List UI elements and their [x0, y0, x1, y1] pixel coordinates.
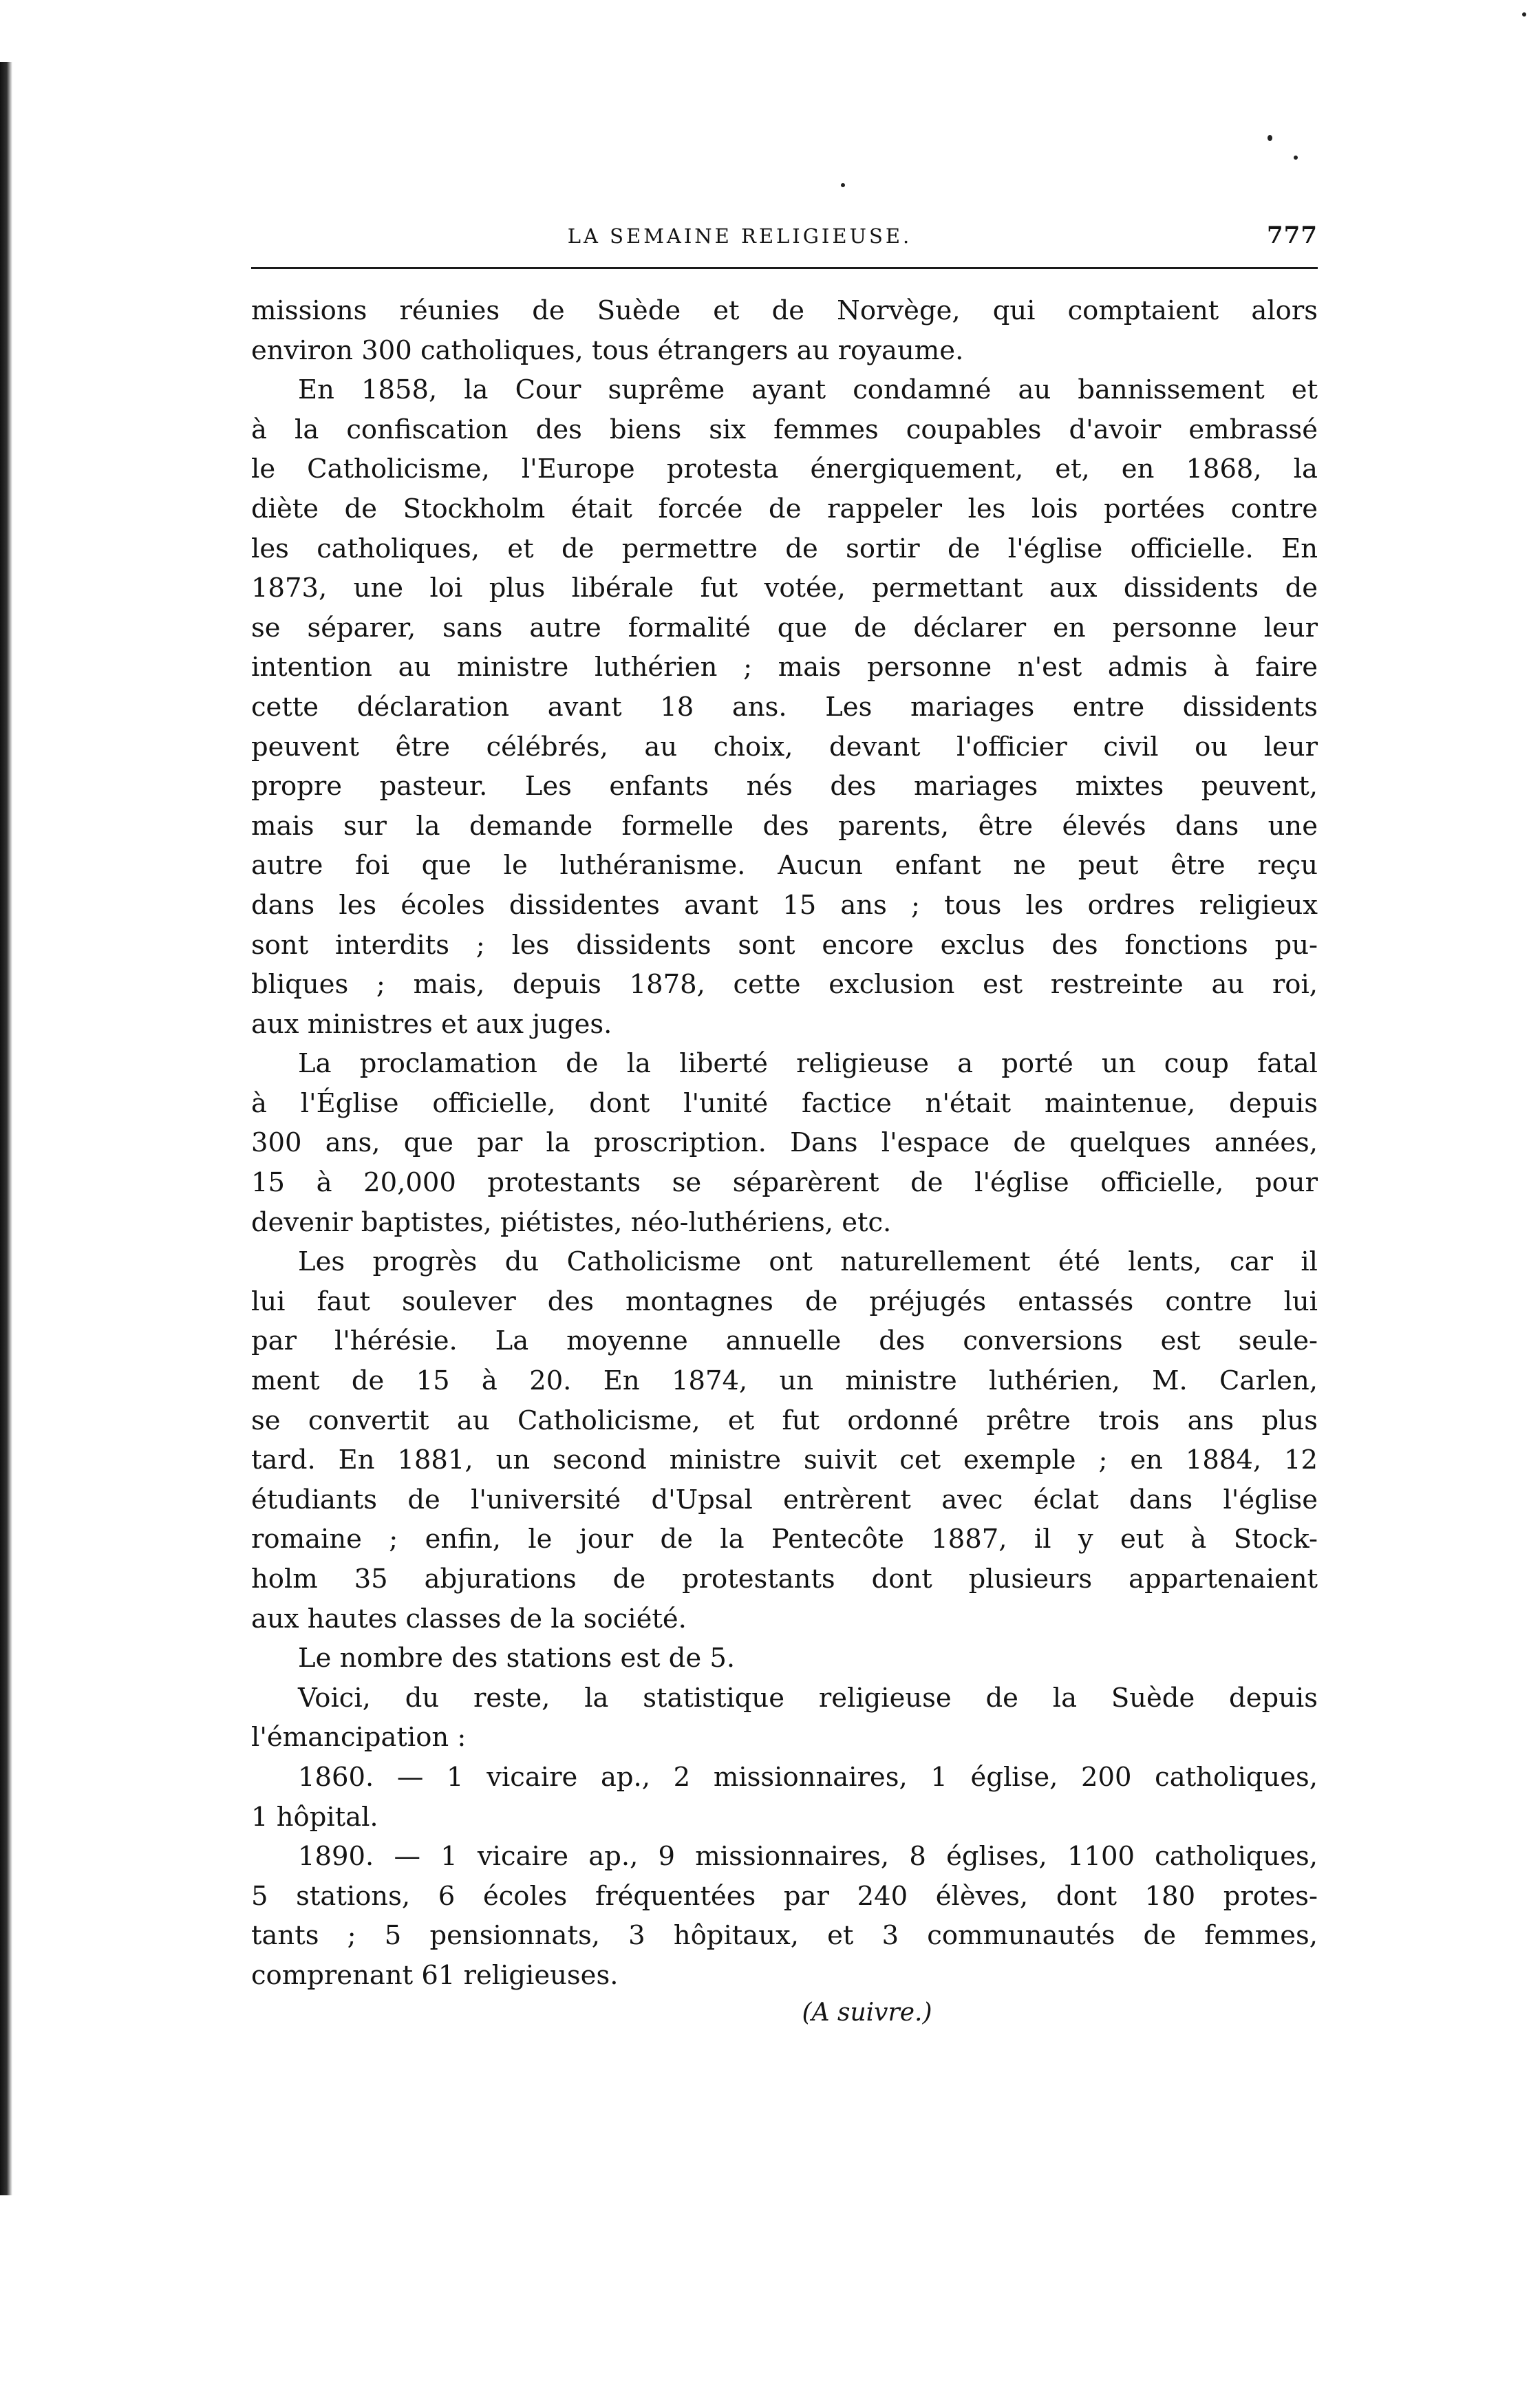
- text-line: environ 300 catholiques, tous étrangers au royaume.: [251, 334, 964, 366]
- text-line: Les progrès du Catholicisme ont naturellement été lents, car il: [298, 1246, 1318, 1278]
- text-line: 1890. — 1 vicaire ap., 9 missionnaires, 8 églises, 1100 catholiques,: [298, 1841, 1318, 1873]
- page-number: 777: [1267, 222, 1318, 249]
- print-speck: [1268, 135, 1272, 141]
- paragraph: [251, 370, 1318, 1044]
- text-line: bliques ; mais, depuis 1878, cette exclusion est restreinte au roi,: [251, 969, 1318, 1001]
- text-line: romaine ; enfin, le jour de la Pentecôte 1887, il y eut à Stock-: [251, 1524, 1318, 1555]
- print-speck: [841, 183, 845, 187]
- text-line: 1860. — 1 vicaire ap., 2 missionnaires, 1 église, 200 catholiques,: [298, 1761, 1318, 1793]
- text-line: holm 35 abjurations de protestants dont plusieurs appartenaient: [251, 1564, 1318, 1595]
- text-line: le Catholicisme, l'Europe protesta énergiquement, et, en 1868, la: [251, 454, 1318, 485]
- text-line: 300 ans, que par la proscription. Dans l'espace de quelques années,: [251, 1127, 1318, 1159]
- text-line: lui faut soulever des montagnes de préjugés entassés contre lui: [251, 1286, 1318, 1317]
- text-line: sont interdits ; les dissidents sont encore exclus des fonctions pu-: [251, 929, 1318, 961]
- text-line: ment de 15 à 20. En 1874, un ministre luthérien, M. Carlen,: [251, 1365, 1318, 1397]
- text-line: intention au ministre luthérien ; mais personne n'est admis à faire: [251, 652, 1318, 683]
- text-line: tants ; 5 pensionnats, 3 hôpitaux, et 3 communautés de femmes,: [251, 1920, 1318, 1952]
- text-line: aux ministres et aux juges.: [251, 1008, 612, 1040]
- text-line: En 1858, la Cour suprême ayant condamné au bannissement et: [298, 374, 1318, 406]
- header-rule: [251, 267, 1318, 269]
- paragraph: [251, 1639, 1318, 1678]
- text-line: 1 hôpital.: [251, 1801, 378, 1833]
- paragraph: [251, 1242, 1318, 1639]
- text-line: par l'hérésie. La moyenne annuelle des conversions est seule-: [251, 1325, 1318, 1357]
- text-line: Voici, du reste, la statistique religieuse de la Suède depuis: [298, 1682, 1318, 1714]
- page: [251, 206, 1318, 2027]
- closing-note: (A suivre.): [802, 1998, 932, 2027]
- text-line: diète de Stockholm était forcée de rappeler les lois portées contre: [251, 493, 1318, 524]
- body-text: [251, 291, 1318, 1996]
- text-line: cette déclaration avant 18 ans. Les mariages entre dissidents: [251, 691, 1318, 723]
- text-line: autre foi que le luthéranisme. Aucun enfant ne peut être reçu: [251, 850, 1318, 882]
- text-line: les catholiques, et de permettre de sortir de l'église officielle. En: [251, 533, 1318, 564]
- text-line: 15 à 20,000 protestants se séparèrent de l'église officielle, pour: [251, 1167, 1318, 1199]
- text-line: peuvent être célébrés, au choix, devant l'officier civil ou leur: [251, 731, 1318, 763]
- text-line: l'émancipation :: [251, 1722, 467, 1753]
- print-speck: [1522, 12, 1526, 17]
- text-line: Le nombre des stations est de 5.: [298, 1643, 736, 1674]
- running-header: [251, 206, 1318, 262]
- text-line: dans les écoles dissidentes avant 15 ans ; tous les ordres religieux: [251, 889, 1318, 921]
- page-binding-edge: [0, 62, 12, 2195]
- text-line: La proclamation de la liberté religieuse a porté un coup fatal: [298, 1048, 1318, 1080]
- text-line: étudiants de l'université d'Upsal entrèrent avec éclat dans l'église: [251, 1484, 1318, 1515]
- paragraph: [251, 1837, 1318, 1995]
- paragraph: [251, 291, 1318, 370]
- text-line: se convertit au Catholicisme, et fut ordonné prêtre trois ans plus: [251, 1405, 1318, 1436]
- text-line: devenir baptistes, piétistes, néo-luthériens, etc.: [251, 1206, 892, 1238]
- text-line: 5 stations, 6 écoles fréquentées par 240 élèves, dont 180 protes-: [251, 1880, 1318, 1912]
- text-line: missions réunies de Suède et de Norvège, qui comptaient alors: [251, 295, 1318, 326]
- paragraph: [251, 1678, 1318, 1758]
- text-line: comprenant 61 religieuses.: [251, 1959, 619, 1991]
- paragraph: [251, 1758, 1318, 1837]
- text-line: à la confiscation des biens six femmes coupables d'avoir embrassé: [251, 414, 1318, 445]
- text-line: tard. En 1881, un second ministre suivit cet exemple ; en 1884, 12: [251, 1444, 1318, 1476]
- running-title: LA SEMAINE RELIGIEUSE.: [567, 224, 912, 248]
- paragraph: [251, 1044, 1318, 1242]
- text-line: propre pasteur. Les enfants nés des mariages mixtes peuvent,: [251, 771, 1318, 802]
- text-line: se séparer, sans autre formalité que de déclarer en personne leur: [251, 612, 1318, 643]
- text-line: 1873, une loi plus libérale fut votée, permettant aux dissidents de: [251, 573, 1318, 604]
- text-line: à l'Église officielle, dont l'unité factice n'était maintenue, depuis: [251, 1087, 1318, 1119]
- text-line: mais sur la demande formelle des parents, être élevés dans une: [251, 810, 1318, 842]
- text-line: aux hautes classes de la société.: [251, 1603, 687, 1634]
- print-speck: [1294, 156, 1298, 160]
